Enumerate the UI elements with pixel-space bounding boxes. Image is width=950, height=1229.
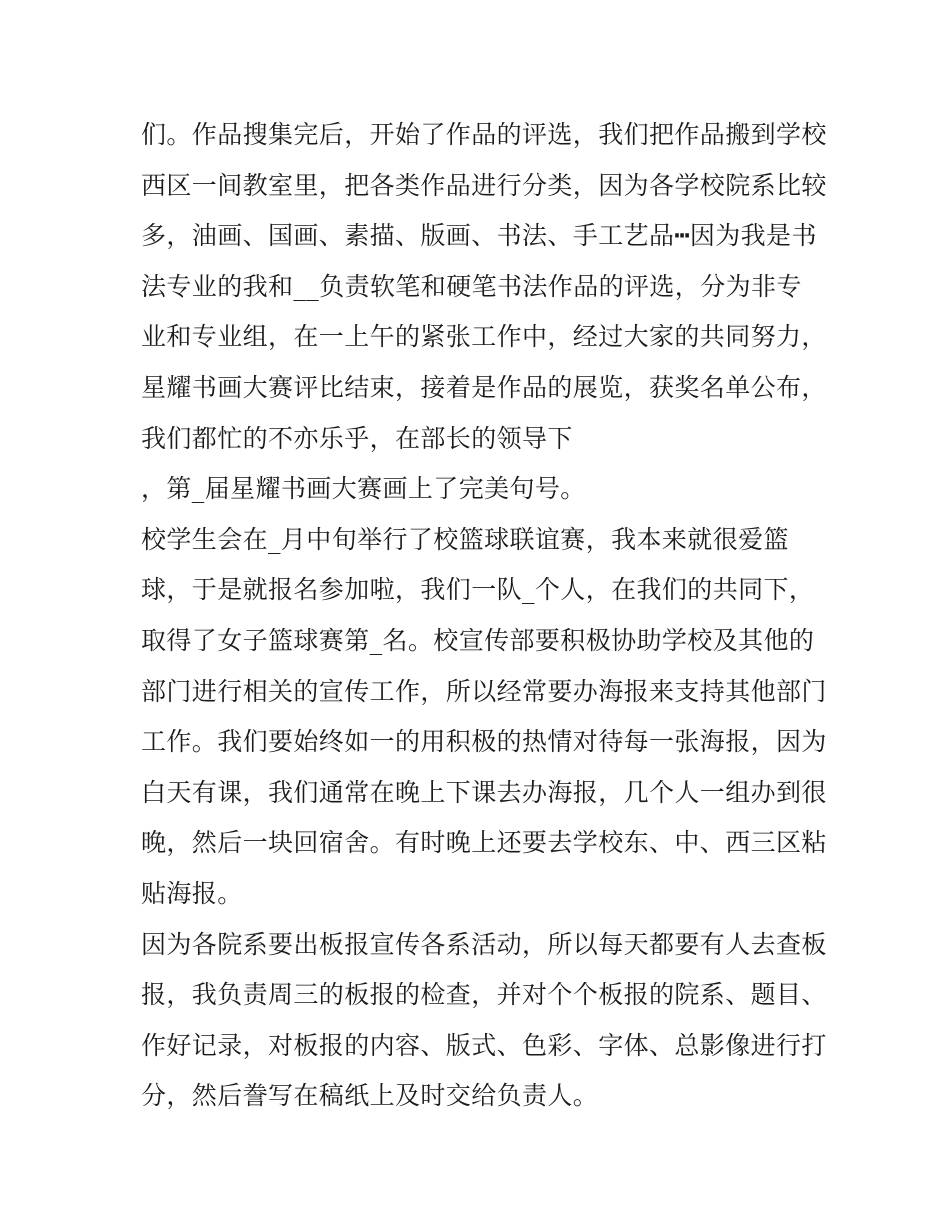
text-line: 球，于是就报名参加啦，我们一队_个人，在我们的共同下， bbox=[141, 575, 815, 605]
text-line: 工作。我们要始终如一的用积极的热情对待每一张海报，因为 bbox=[141, 727, 827, 757]
text-line: 们。作品搜集完后，开始了作品的评选，我们把作品搬到学校 bbox=[141, 120, 827, 149]
text-line: 白天有课，我们通常在晚上下课去办海报，几个人一组办到很 bbox=[141, 777, 827, 807]
text-line: 法专业的我和__负责软笔和硬笔书法作品的评选，分为非专 bbox=[141, 271, 802, 301]
text-line: 校学生会在_月中旬举行了校篮球联谊赛，我本来就很爱篮 bbox=[141, 524, 789, 554]
document-body bbox=[141, 110, 841, 1122]
text-line: 我们都忙的不亦乐乎，在部长的领导下 bbox=[141, 423, 573, 453]
text-line: 因为各院系要出板报宣传各系活动，所以每天都要有人去查板 bbox=[141, 929, 827, 959]
text-line: 部门进行相关的宣传工作，所以经常要办海报来支持其他部门 bbox=[141, 676, 827, 706]
text-line: 取得了女子篮球赛第_名。校宣传部要积极协助学校及其他的 bbox=[141, 625, 815, 655]
text-line: 星耀书画大赛评比结束，接着是作品的展览，获奖名单公布， bbox=[141, 372, 827, 402]
text-line: 报，我负责周三的板报的检查，并对个个板报的院系、题目、 bbox=[141, 980, 827, 1010]
text-line: 多，油画、国画、素描、版画、书法、手工艺品┅因为我是书 bbox=[141, 221, 817, 251]
text-line: 业和专业组，在一上午的紧张工作中，经过大家的共同努力， bbox=[141, 322, 827, 352]
text-line: 贴海报。 bbox=[141, 878, 243, 908]
text-line: 西区一间教室里，把各类作品进行分类，因为各学校院系比较 bbox=[141, 170, 827, 200]
text-line: 晚，然后一块回宿舍。有时晚上还要去学校东、中、西三区粘 bbox=[141, 828, 827, 858]
text-line: 作好记录，对板报的内容、版式、色彩、字体、总影像进行打 bbox=[141, 1030, 827, 1060]
text-line: ，第_届星耀书画大赛画上了完美句号。 bbox=[141, 474, 586, 504]
text-line: 分，然后誊写在稿纸上及时交给负责人。 bbox=[141, 1081, 599, 1111]
